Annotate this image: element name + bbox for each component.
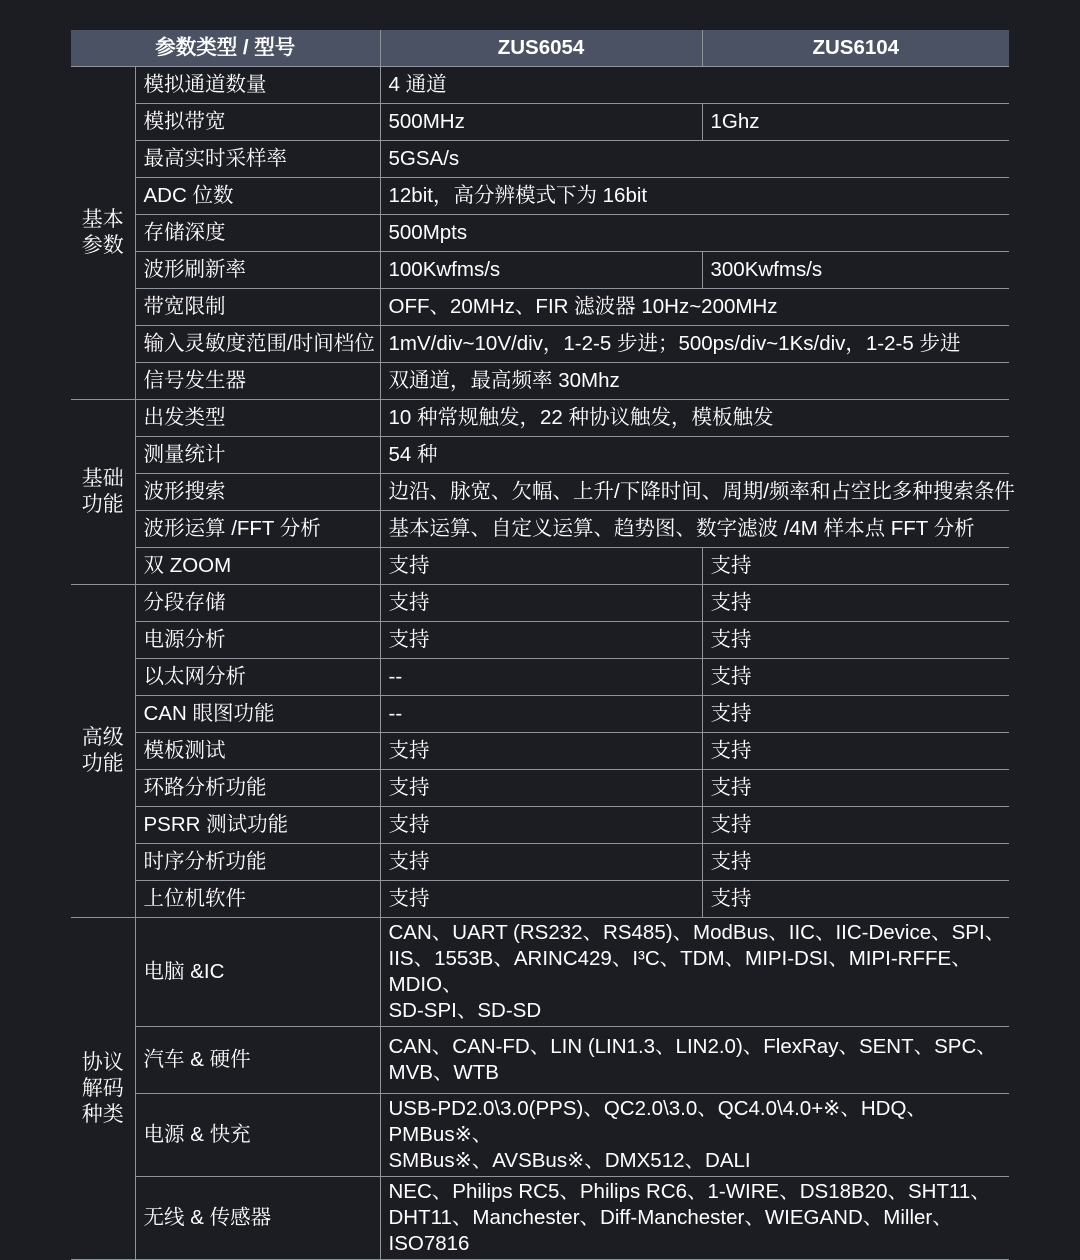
param-value: 500Mpts [380,215,1009,252]
table-row [71,141,1009,178]
param-name: PSRR 测试功能 [135,807,380,844]
table-row [71,400,1009,437]
param-name: 模拟带宽 [135,104,380,141]
table-row [71,1177,1009,1260]
table-row [71,474,1009,511]
value-model-a: 支持 [380,770,702,807]
table-row [71,437,1009,474]
table-row [71,289,1009,326]
param-value: 双通道，最高频率 30Mhz [380,363,1009,400]
param-name: 电源分析 [135,622,380,659]
category-protocol: 协议 解码 种类 [71,918,135,1260]
param-value: OFF、20MHz、FIR 滤波器 10Hz~200MHz [380,289,1009,326]
param-name: 以太网分析 [135,659,380,696]
value-model-b: 支持 [702,807,1009,844]
param-name: 分段存储 [135,585,380,622]
table-row [71,1094,1009,1177]
table-row [71,918,1009,1027]
param-value: 1mV/div~10V/div，1-2-5 步进；500ps/div~1Ks/div，1-2-5 步进 [380,326,1009,363]
param-name: 上位机软件 [135,881,380,918]
header-model-b: ZUS6104 [702,30,1009,67]
param-value: 54 种 [380,437,1009,474]
category-basic: 基本 参数 [71,67,135,400]
param-name: 波形搜索 [135,474,380,511]
category-advanced: 高级 功能 [71,585,135,918]
table-row [71,363,1009,400]
value-model-a: 支持 [380,585,702,622]
param-name: 输入灵敏度范围/时间档位 [135,326,380,363]
value-model-b: 支持 [702,585,1009,622]
table-row [71,696,1009,733]
value-model-a: -- [380,696,702,733]
param-value: 边沿、脉宽、欠幅、上升/下降时间、周期/频率和占空比多种搜索条件 [380,474,1009,511]
param-name: 波形运算 /FFT 分析 [135,511,380,548]
table-row [71,844,1009,881]
param-name: 存储深度 [135,215,380,252]
table-row [71,585,1009,622]
header-model-a: ZUS6054 [380,30,702,67]
param-name: 带宽限制 [135,289,380,326]
param-value: 基本运算、自定义运算、趋势图、数字滤波 /4M 样本点 FFT 分析 [380,511,1009,548]
value-model-b: 支持 [702,659,1009,696]
value-model-a: 支持 [380,733,702,770]
table-row [71,511,1009,548]
param-name: 波形刷新率 [135,252,380,289]
param-name: CAN 眼图功能 [135,696,380,733]
value-model-a: 支持 [380,548,702,585]
param-name: 出发类型 [135,400,380,437]
table-row [71,67,1009,104]
value-model-b: 支持 [702,844,1009,881]
param-name: ADC 位数 [135,178,380,215]
value-model-b: 支持 [702,770,1009,807]
value-model-a: 支持 [380,807,702,844]
table-row [71,104,1009,141]
value-model-a: 500MHz [380,104,702,141]
value-model-a: -- [380,659,702,696]
category-function: 基础 功能 [71,400,135,585]
value-model-b: 支持 [702,881,1009,918]
param-value: 4 通道 [380,67,1009,104]
param-name: 电脑 &IC [135,918,380,1027]
table-row [71,326,1009,363]
table-row [71,1027,1009,1094]
table-row [71,548,1009,585]
param-name: 环路分析功能 [135,770,380,807]
value-model-b: 300Kwfms/s [702,252,1009,289]
protocol-list: NEC、Philips RC5、Philips RC6、1-WIRE、DS18B20、SHT11、 DHT11、Manchester、Diff-Manchester、WIEGAND、Miller、ISO7816 [380,1177,1009,1260]
param-value: 12bit，高分辨模式下为 16bit [380,178,1009,215]
value-model-b: 支持 [702,622,1009,659]
protocol-list: CAN、UART (RS232、RS485)、ModBus、IIC、IIC-Device、SPI、 IIS、1553B、ARINC429、I³C、TDM、MIPI-DSI、MIPI-RFFE、MDIO、 SD-SPI、SD-SD [380,918,1009,1027]
param-name: 测量统计 [135,437,380,474]
header-param: 参数类型 / 型号 [71,30,380,67]
value-model-b: 支持 [702,548,1009,585]
table-row [71,807,1009,844]
value-model-a: 支持 [380,881,702,918]
param-name: 无线 & 传感器 [135,1177,380,1260]
value-model-b: 支持 [702,696,1009,733]
param-name: 模拟通道数量 [135,67,380,104]
table-row [71,659,1009,696]
param-name: 汽车 & 硬件 [135,1027,380,1094]
protocol-list: CAN、CAN-FD、LIN (LIN1.3、LIN2.0)、FlexRay、SENT、SPC、 MVB、WTB [380,1027,1009,1094]
value-model-a: 100Kwfms/s [380,252,702,289]
value-model-b: 1Ghz [702,104,1009,141]
table-header-row [71,30,1009,67]
table-row [71,881,1009,918]
param-name: 模板测试 [135,733,380,770]
spec-table [71,30,1015,1260]
table-row [71,770,1009,807]
param-name: 双 ZOOM [135,548,380,585]
param-value: 5GSA/s [380,141,1009,178]
param-name: 电源 & 快充 [135,1094,380,1177]
param-name: 信号发生器 [135,363,380,400]
table-row [71,622,1009,659]
table-row [71,733,1009,770]
param-value: 10 种常规触发，22 种协议触发，模板触发 [380,400,1009,437]
table-row [71,215,1009,252]
value-model-b: 支持 [702,733,1009,770]
value-model-a: 支持 [380,622,702,659]
param-name: 最高实时采样率 [135,141,380,178]
table-row [71,178,1009,215]
table-row [71,252,1009,289]
value-model-a: 支持 [380,844,702,881]
param-name: 时序分析功能 [135,844,380,881]
protocol-list: USB-PD2.0\3.0(PPS)、QC2.0\3.0、QC4.0\4.0+※、HDQ、PMBus※、 SMBus※、AVSBus※、DMX512、DALI [380,1094,1009,1177]
